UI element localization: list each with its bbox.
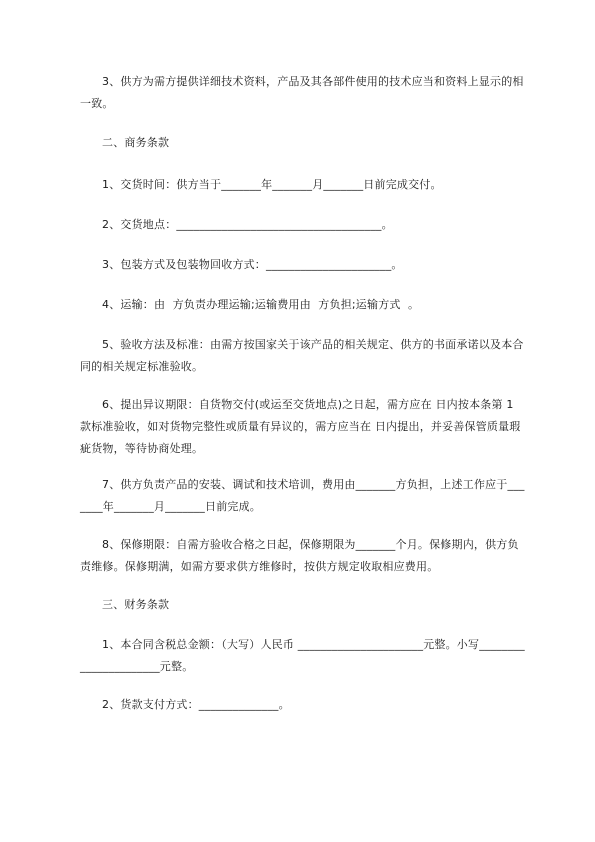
clause-objection-period: 6、提出异议期限：自货物交付(或运至交货地点)之日起，需方应在 日内按本条第 1 款标准验收，如对货物完整性或质量有异议的，需方应当在 日内提出，并妥善保管质量瑕疵货物，等待协商处理。 <box>80 398 521 455</box>
clause-payment-method: 2、货款支付方式：______________。 <box>102 698 290 711</box>
clause-warranty: 8、保修期限：自需方验收合格之日起，保修期限为_______个月。保修期内，供方负责维修。保修期满，如需方要求供方维修时，按供方规定收取相应费用。 <box>80 538 519 573</box>
clause-delivery-location: 2、交货地点：____________________________________。 <box>102 218 393 231</box>
section-heading-financial-terms: 三、财务条款 <box>102 598 170 611</box>
clause-installation: 7、供方负责产品的安装、调试和技术培训，费用由_______方负担，上述工作应于_______年_______月_______日前完成。 <box>80 478 525 513</box>
clause-technical-data: 3、供方为需方提供详细技术资料，产品及其各部件使用的技术应当和资料上显示的相一致。 <box>80 75 524 110</box>
section-heading-commercial-terms: 二、商务条款 <box>102 136 170 149</box>
clause-acceptance: 5、验收方法及标准：由需方按国家关于该产品的相关规定、供方的书面承诺以及本合同的相关规定标准验收。 <box>80 338 524 373</box>
clause-delivery-time: 1、交货时间：供方当于_______年_______月_______日前完成交付。 <box>102 178 442 191</box>
clause-transport: 4、运输：由 方负责办理运输;运输费用由 方负担;运输方式 。 <box>102 298 420 311</box>
clause-packaging: 3、包装方式及包装物回收方式：______________________。 <box>102 258 403 271</box>
clause-total-amount: 1、本合同含税总金额：（大写）人民币 ______________________元整。小写______________________元整。 <box>80 638 525 673</box>
